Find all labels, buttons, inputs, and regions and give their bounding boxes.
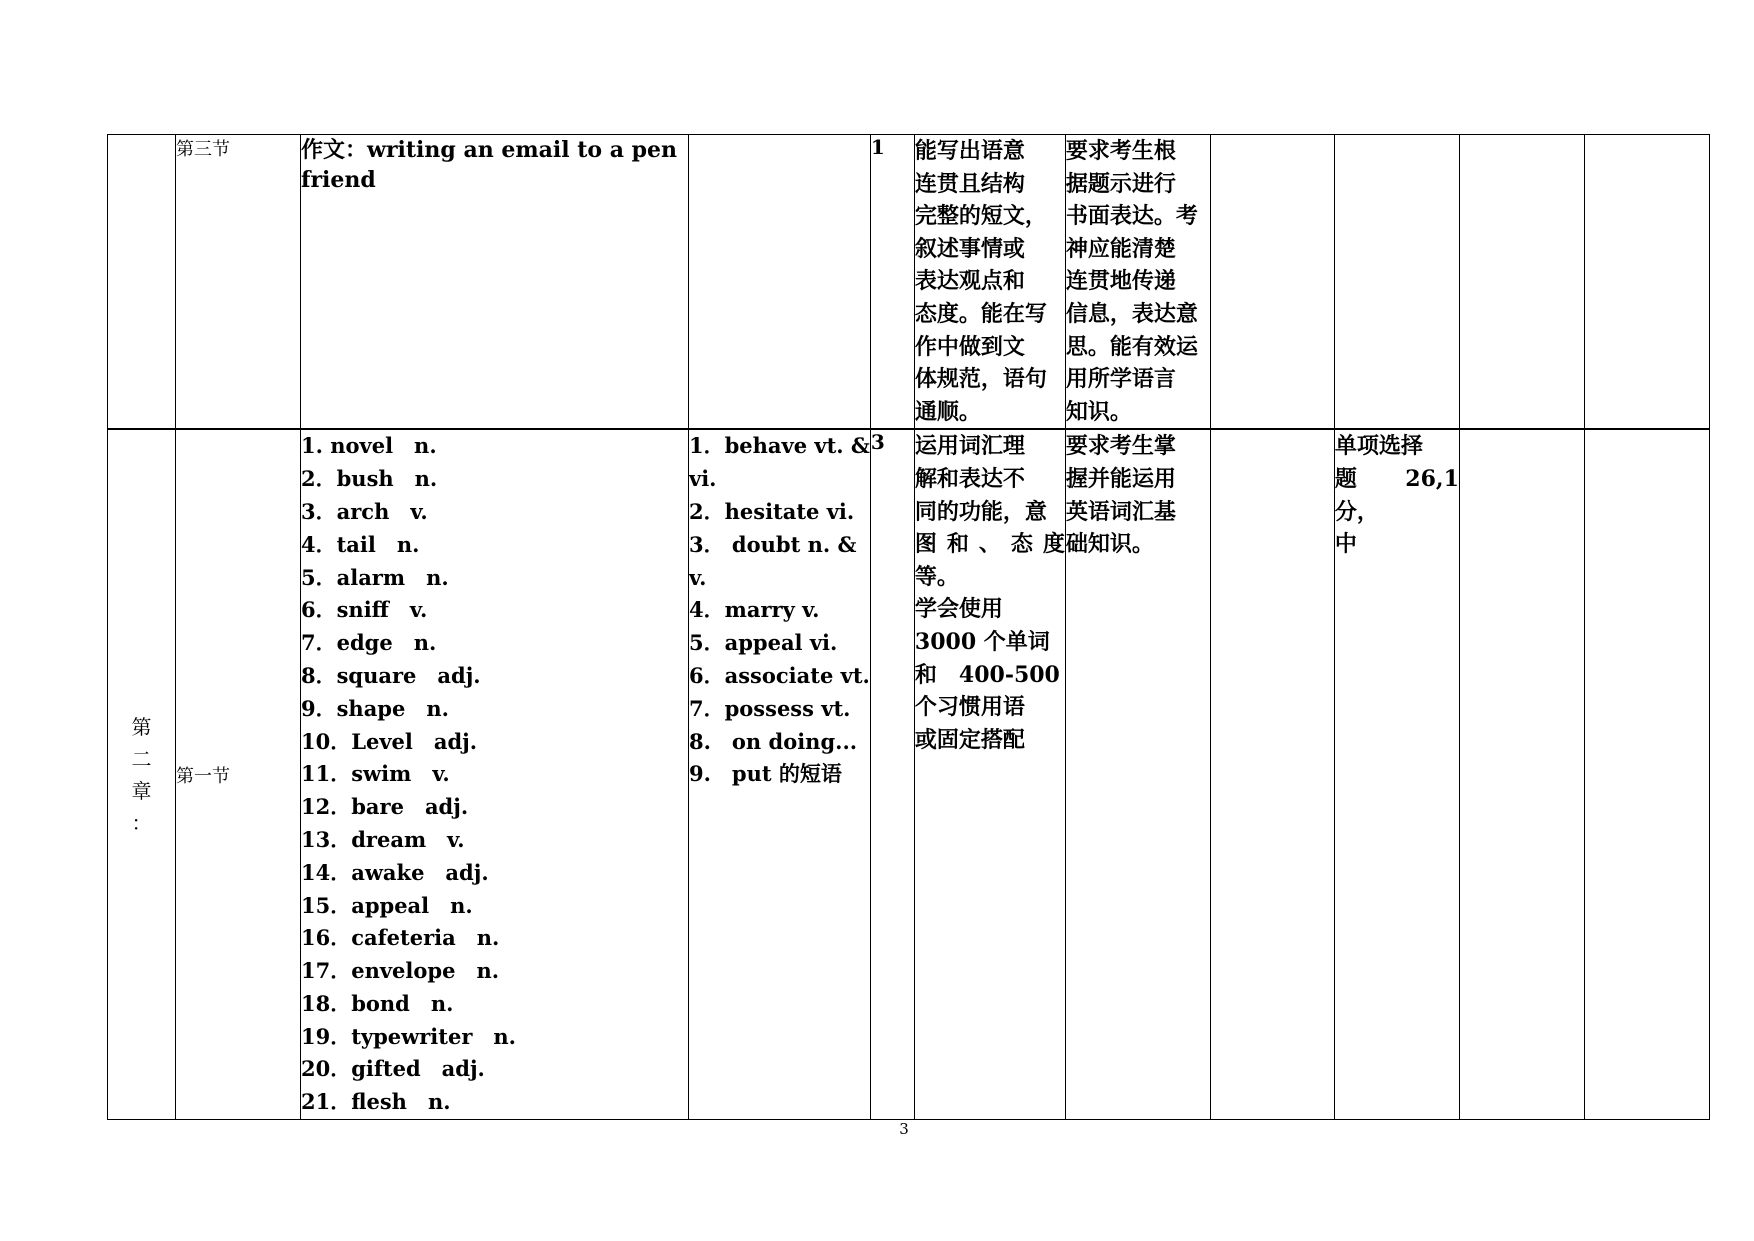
table-row: [108, 429, 1710, 1119]
requirement-cell: 要求考生掌 握并能运用 英语词汇基 础知识。: [1065, 429, 1210, 1119]
section-cell: 第一节: [176, 429, 301, 1119]
empty-cell: [1459, 135, 1584, 430]
empty-cell: [1584, 429, 1709, 1119]
section-cell: 第三节: [176, 135, 301, 430]
keypoint-list: [689, 429, 871, 1119]
count-cell: 1: [870, 135, 914, 430]
list-item: 2．bush n.: [301, 466, 438, 492]
list-item: 4．tail n.: [301, 531, 420, 557]
list-item: vi.: [689, 466, 717, 492]
list-item: 1．behave vt. &: [689, 433, 870, 459]
list-item: 13．dream v.: [301, 826, 465, 852]
list-item: 19．typewriter n.: [301, 1023, 516, 1049]
list-item: 1. novel n.: [301, 433, 437, 459]
list-item: 5．alarm n.: [301, 564, 449, 590]
exam-cell: 单项选择 题 26,1 分， 中: [1334, 429, 1459, 1119]
empty-cell: [1334, 135, 1459, 430]
list-item: 17．envelope n.: [301, 958, 500, 984]
list-item: 4．marry v.: [689, 597, 820, 623]
list-item: 20．gifted adj.: [301, 1056, 485, 1082]
vocab-list: [301, 429, 689, 1119]
list-item: 14．awake adj.: [301, 859, 489, 885]
empty-cell: [1584, 135, 1709, 430]
empty-cell: [1210, 135, 1334, 430]
list-item: 7．edge n.: [301, 630, 437, 656]
count-cell: 3: [870, 429, 914, 1119]
list-item: 6．sniff v.: [301, 597, 428, 623]
ability-cell: 运用词汇理 解和表达不 同的功能，意 图和、态度等。 学会使用 3000 个单词 和 400-500 个习惯用语 或固定搭配: [914, 429, 1065, 1119]
empty-cell: [1459, 429, 1584, 1119]
content-cell: 作文：writing an email to a pen friend: [301, 135, 689, 430]
list-item: 8. on doing...: [689, 728, 858, 754]
chapter-cell: 第 二 章 ：: [108, 429, 176, 1119]
table-row: [108, 135, 1710, 430]
requirement-cell: 要求考生根 据题示进行 书面表达。考 神应能清楚 连贯地传递 信息，表达意 思。能有效运 用所学语言 知识。: [1065, 135, 1210, 430]
chapter-cell-empty: [108, 135, 176, 430]
list-item: 15．appeal n.: [301, 892, 473, 918]
page-number: 3: [899, 1120, 909, 1138]
keypoint-cell-empty: [689, 135, 871, 430]
list-item: 7．possess vt.: [689, 695, 851, 721]
list-item: 12．bare adj.: [301, 794, 469, 820]
list-item: 10．Level adj.: [301, 728, 478, 754]
list-item: 3． doubt n. &: [689, 531, 857, 557]
list-item: 11．swim v.: [301, 761, 450, 787]
list-item: 5．appeal vi.: [689, 630, 838, 656]
list-item: 6．associate vt.: [689, 662, 870, 688]
list-item: 9. put 的短语: [689, 761, 842, 787]
list-item: 3．arch v.: [301, 498, 428, 524]
list-item: 21．flesh n.: [301, 1089, 451, 1115]
empty-cell: [1210, 429, 1334, 1119]
list-item: v.: [689, 564, 707, 590]
list-item: 16．cafeteria n.: [301, 925, 500, 951]
list-item: 2．hesitate vi.: [689, 498, 855, 524]
ability-cell: 能写出语意 连贯且结构 完整的短文， 叙述事情或 表达观点和 态度。能在写 作中做到文 体规范，语句 通顺。: [914, 135, 1065, 430]
syllabus-table: [107, 134, 1710, 1120]
list-item: 9．shape n.: [301, 695, 449, 721]
list-item: 18．bond n.: [301, 990, 454, 1016]
list-item: 8．square adj.: [301, 662, 481, 688]
